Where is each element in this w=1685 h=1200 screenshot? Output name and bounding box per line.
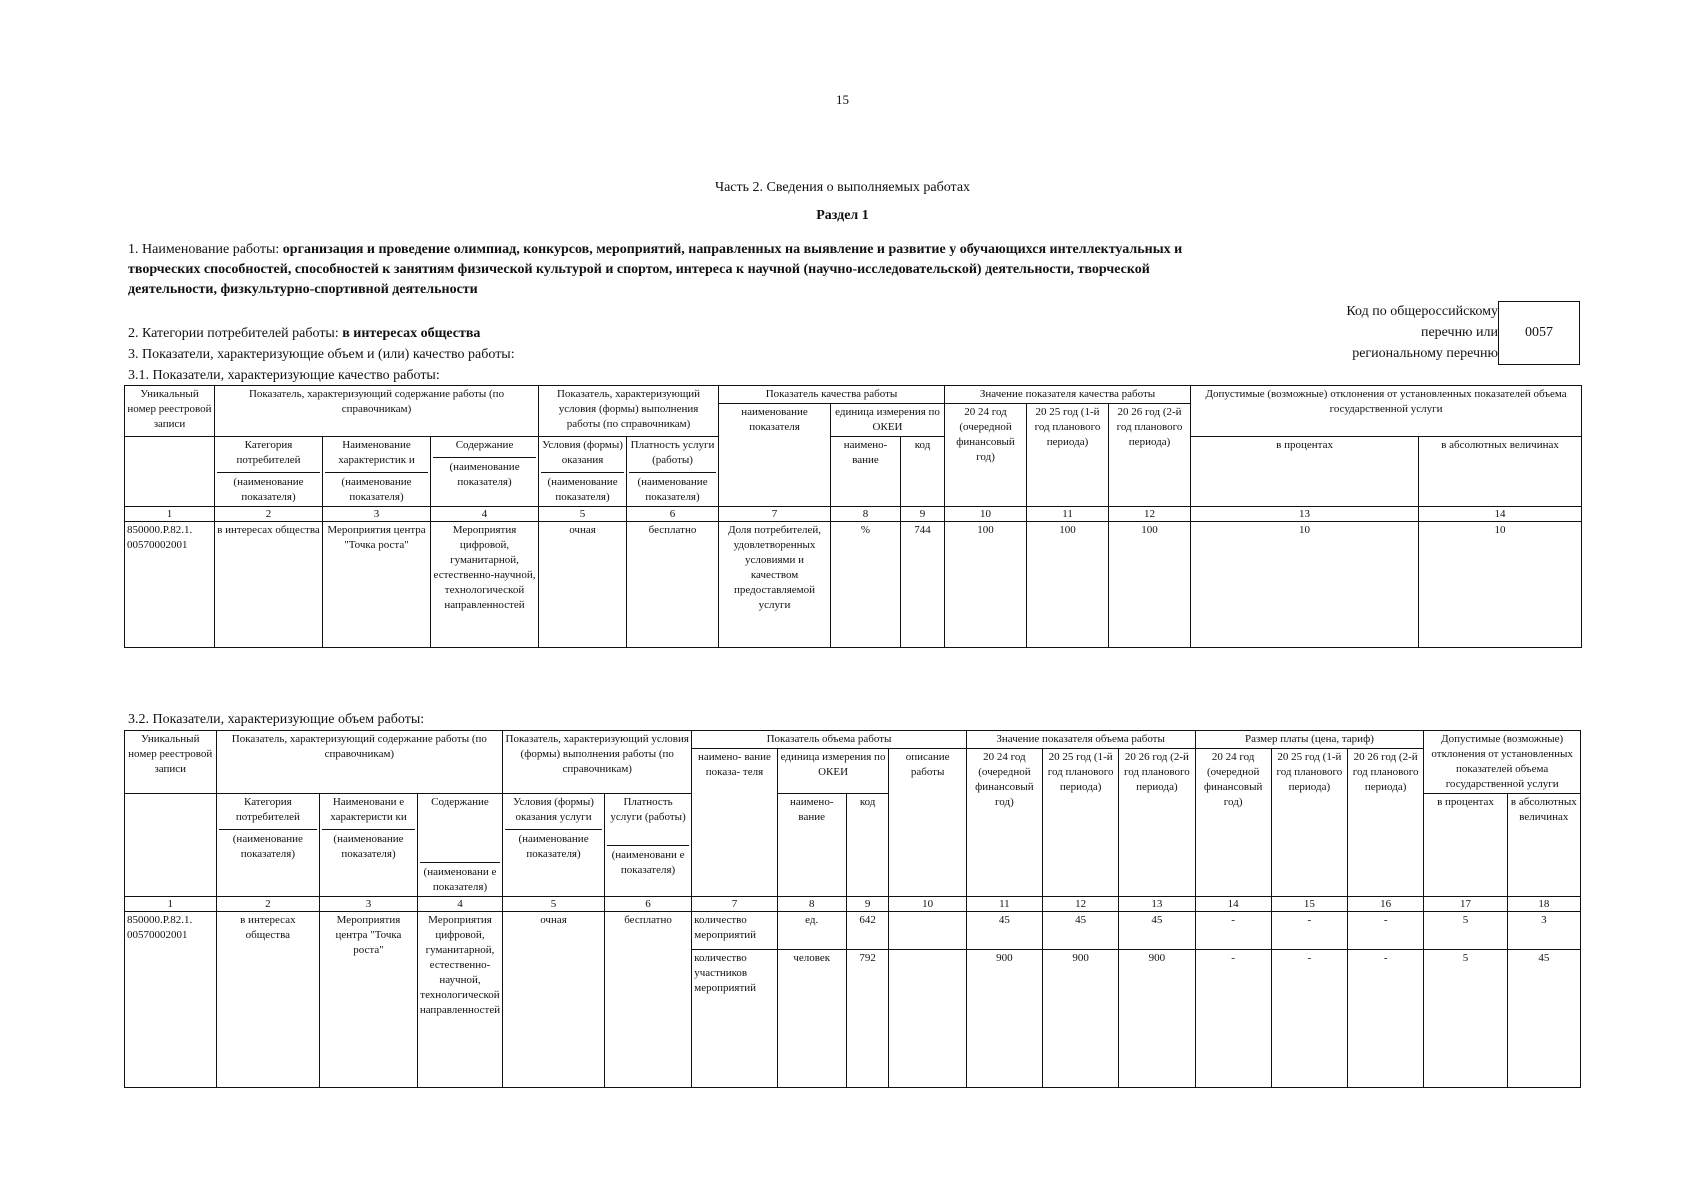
condition-cell: очная bbox=[539, 522, 627, 648]
registry-id: 850000.Р.82.1. 00570002001 bbox=[125, 522, 215, 648]
deviation-absolute: 10 bbox=[1419, 522, 1582, 648]
header-characteristic bbox=[323, 437, 431, 507]
header-category-label: Категория потребителей bbox=[236, 439, 301, 466]
volume-title: 3.2. Показатели, характеризующие объем работы: bbox=[128, 712, 425, 727]
header-naim-label: (наименование показателя) bbox=[505, 829, 602, 862]
year-3-value: 100 bbox=[1109, 522, 1191, 648]
header-content-label: Содержание bbox=[455, 439, 514, 451]
characteristic-cell: Мероприятия центра "Точка роста" bbox=[323, 522, 431, 648]
column-number: 11 bbox=[966, 897, 1042, 912]
consumer-category-label: 2. Категории потребителей работы: bbox=[128, 326, 343, 341]
header-content-col bbox=[431, 437, 539, 507]
column-number: 5 bbox=[539, 507, 627, 522]
fee-year-3: - bbox=[1348, 950, 1424, 1088]
column-number: 11 bbox=[1027, 507, 1109, 522]
volume-table bbox=[124, 730, 1581, 1088]
fee-year-2: - bbox=[1271, 950, 1347, 1088]
header-year-2: 20 25 год (1-й год планового периода) bbox=[1027, 404, 1109, 507]
page-number: 15 bbox=[836, 92, 849, 107]
header-year-2: 20 25 год (1-й год планового периода) bbox=[1043, 749, 1119, 897]
column-number: 1 bbox=[125, 897, 217, 912]
header-year-1: 20 24 год (очередной финансовый год) bbox=[966, 749, 1042, 897]
unit-code-cell: 642 bbox=[846, 912, 889, 950]
quality-title: 3.1. Показатели, характеризующие качество работы: bbox=[128, 368, 440, 383]
year-2-value: 45 bbox=[1043, 912, 1119, 950]
header-description: описание работы bbox=[889, 749, 966, 897]
fee-year-2: - bbox=[1271, 912, 1347, 950]
column-number: 4 bbox=[417, 897, 502, 912]
deviation-absolute: 3 bbox=[1507, 912, 1580, 950]
column-number: 18 bbox=[1507, 897, 1580, 912]
header-unit-code: код bbox=[846, 794, 889, 897]
header-characteristic bbox=[320, 794, 418, 897]
header-content-col bbox=[417, 794, 502, 897]
header-naim-label: (наименовани е показателя) bbox=[607, 845, 689, 878]
registry-id: 850000.Р.82.1. 00570002001 bbox=[125, 912, 217, 1088]
column-number: 1 bbox=[125, 507, 215, 522]
header-conditions: Показатель, характеризующий условия (формы) выполнения работы (по справочникам) bbox=[503, 731, 692, 794]
header-year-1: 20 24 год (очередной финансовый год) bbox=[945, 404, 1027, 507]
header-indicator-name: наименование показателя bbox=[719, 404, 831, 507]
fee-year-1: - bbox=[1195, 950, 1271, 1088]
header-payment bbox=[627, 437, 719, 507]
column-number: 9 bbox=[901, 507, 945, 522]
column-number: 17 bbox=[1424, 897, 1507, 912]
column-number: 13 bbox=[1119, 897, 1195, 912]
part-title: Часть 2. Сведения о выполняемых работах bbox=[714, 180, 971, 195]
work-name-label: 1. Наименование работы: bbox=[128, 242, 283, 257]
year-1-value: 45 bbox=[966, 912, 1042, 950]
work-name-value: организация и проведение олимпиад, конкурсов, мероприятий, направленных на выявление и развитие у обучающихся интеллектуальных и творческих способностей, способностей к занятиям физической культурой и спортом, интереса к научной (научно-исследовательской) деятельности, творческой деятельности, физкультурно-спортивной деятельности bbox=[128, 242, 1183, 297]
header-blank bbox=[125, 794, 217, 897]
header-category bbox=[215, 437, 323, 507]
year-2-value: 900 bbox=[1043, 950, 1119, 1088]
header-year-3: 20 26 год (2-й год планового периода) bbox=[1109, 404, 1191, 507]
column-number: 12 bbox=[1109, 507, 1191, 522]
header-unit-name: наимено- вание bbox=[777, 794, 846, 897]
condition-cell: очная bbox=[503, 912, 605, 1088]
deviation-percent: 5 bbox=[1424, 950, 1507, 1088]
header-condition-label: Условия (формы) оказания услуги bbox=[513, 796, 594, 823]
consumer-category-cell: в интересах общества bbox=[216, 912, 320, 1088]
header-unique-number: Уникальный номер реестровой записи bbox=[125, 731, 217, 794]
header-percent: в процентах bbox=[1191, 437, 1419, 507]
header-content: Показатель, характеризующий содержание работы (по справочникам) bbox=[215, 386, 539, 437]
column-number: 15 bbox=[1271, 897, 1347, 912]
header-deviation: Допустимые (возможные) отклонения от установленных показателей объема государственной услуги bbox=[1424, 731, 1581, 794]
header-blank bbox=[125, 437, 215, 507]
column-number: 5 bbox=[503, 897, 605, 912]
header-okei-unit: единица измерения по ОКЕИ bbox=[831, 404, 945, 437]
column-number: 12 bbox=[1043, 897, 1119, 912]
deviation-percent: 5 bbox=[1424, 912, 1507, 950]
description-cell bbox=[889, 950, 966, 1088]
header-quality-indicator: Показатель качества работы bbox=[719, 386, 945, 404]
header-naim-label: (наименование показателя) bbox=[541, 472, 624, 505]
header-unique-number: Уникальный номер реестровой записи bbox=[125, 386, 215, 437]
registry-code-label bbox=[1298, 301, 1498, 364]
column-number-row bbox=[125, 507, 1582, 522]
column-number: 4 bbox=[431, 507, 539, 522]
content-cell: Мероприятия цифровой, гуманитарной, естественно-научной, технологической направленностей bbox=[417, 912, 502, 1088]
header-condition bbox=[539, 437, 627, 507]
year-2-value: 100 bbox=[1027, 522, 1109, 648]
header-row bbox=[125, 731, 1581, 749]
header-naim-label: (наименование показателя) bbox=[433, 457, 536, 490]
header-conditions: Показатель, характеризующий условия (формы) выполнения работы (по справочникам) bbox=[539, 386, 719, 437]
column-number: 7 bbox=[719, 507, 831, 522]
indicator-name-cell: количество участников мероприятий bbox=[692, 950, 777, 1088]
code-label-line: Код по общероссийскому bbox=[1346, 304, 1498, 319]
column-number-row bbox=[125, 897, 1581, 912]
column-number: 14 bbox=[1419, 507, 1582, 522]
header-characteristic-label: Наименовани е характеристи ки bbox=[330, 796, 407, 823]
header-naim-label: (наименование показателя) bbox=[322, 829, 415, 862]
indicator-name-cell: количество мероприятий bbox=[692, 912, 777, 950]
registry-code-value: 0057 bbox=[1498, 301, 1580, 365]
header-fee-year-3: 20 26 год (2-й год планового периода) bbox=[1348, 749, 1424, 897]
year-3-value: 45 bbox=[1119, 912, 1195, 950]
column-number: 6 bbox=[627, 507, 719, 522]
code-label-line: региональному перечню bbox=[1352, 346, 1498, 361]
consumer-category-cell: в интересах общества bbox=[215, 522, 323, 648]
indicators-line: 3. Показатели, характеризующие объем и (или) качество работы: bbox=[128, 347, 515, 362]
header-condition-label: Условия (формы) оказания bbox=[542, 439, 623, 466]
column-number: 8 bbox=[831, 507, 901, 522]
registry-code-block bbox=[1300, 301, 1580, 367]
quality-table bbox=[124, 385, 1582, 648]
header-fee: Размер платы (цена, тариф) bbox=[1195, 731, 1424, 749]
header-fee-year-1: 20 24 год (очередной финансовый год) bbox=[1195, 749, 1271, 897]
header-deviation: Допустимые (возможные) отклонения от установленных показателей объема государственной услуги bbox=[1191, 386, 1582, 437]
column-number: 8 bbox=[777, 897, 846, 912]
payment-cell: бесплатно bbox=[604, 912, 691, 1088]
header-content-label: Содержание bbox=[431, 796, 489, 808]
header-characteristic-label: Наименование характеристик и bbox=[338, 439, 415, 466]
deviation-percent: 10 bbox=[1191, 522, 1419, 648]
code-label-line: перечню или bbox=[1420, 325, 1498, 340]
header-unit-code: код bbox=[901, 437, 945, 507]
column-number: 10 bbox=[945, 507, 1027, 522]
fee-year-3: - bbox=[1348, 912, 1424, 950]
column-number: 9 bbox=[846, 897, 889, 912]
header-percent: в процентах bbox=[1424, 794, 1507, 897]
header-year-3: 20 26 год (2-й год планового периода) bbox=[1119, 749, 1195, 897]
work-name bbox=[128, 240, 1218, 300]
header-payment bbox=[604, 794, 691, 897]
column-number: 2 bbox=[216, 897, 320, 912]
header-naim-label: (наименование показателя) bbox=[217, 472, 320, 505]
consumer-category-value: в интересах общества bbox=[342, 326, 481, 341]
header-volume-indicator: Показатель объема работы bbox=[692, 731, 967, 749]
column-number: 7 bbox=[692, 897, 777, 912]
unit-code-cell: 792 bbox=[846, 950, 889, 1088]
column-number: 16 bbox=[1348, 897, 1424, 912]
year-1-value: 900 bbox=[966, 950, 1042, 1088]
header-condition bbox=[503, 794, 605, 897]
header-indicator-name: наимено- вание показа- теля bbox=[692, 749, 777, 897]
content-cell: Мероприятия цифровой, гуманитарной, естественно-научной, технологической направленностей bbox=[431, 522, 539, 648]
characteristic-cell: Мероприятия центра "Точка роста" bbox=[320, 912, 418, 1088]
header-absolute: в абсолютных величинах bbox=[1507, 794, 1580, 897]
header-naim-label: (наименование показателя) bbox=[629, 472, 716, 505]
year-3-value: 900 bbox=[1119, 950, 1195, 1088]
table-row bbox=[125, 912, 1581, 950]
description-cell bbox=[889, 912, 966, 950]
header-category bbox=[216, 794, 320, 897]
payment-cell: бесплатно bbox=[627, 522, 719, 648]
indicator-name-cell: Доля потребителей, удовлетворенных условиями и качеством предоставляемой услуги bbox=[719, 522, 831, 648]
header-content: Показатель, характеризующий содержание работы (по справочникам) bbox=[216, 731, 503, 794]
unit-name-cell: ед. bbox=[777, 912, 846, 950]
header-okei-unit: единица измерения по ОКЕИ bbox=[777, 749, 889, 794]
column-number: 10 bbox=[889, 897, 966, 912]
table-row bbox=[125, 522, 1582, 648]
header-absolute: в абсолютных величинах bbox=[1419, 437, 1582, 507]
header-unit-name: наимено- вание bbox=[831, 437, 901, 507]
unit-name-cell: человек bbox=[777, 950, 846, 1088]
header-payment-label: Платность услуги (работы) bbox=[630, 439, 715, 466]
header-quality-value: Значение показателя качества работы bbox=[945, 386, 1191, 404]
column-number: 3 bbox=[323, 507, 431, 522]
header-payment-label: Платность услуги (работы) bbox=[610, 796, 686, 823]
column-number: 6 bbox=[604, 897, 691, 912]
section-title: Раздел 1 bbox=[816, 208, 869, 223]
header-category-label: Категория потребителей bbox=[235, 796, 300, 823]
unit-name-cell: % bbox=[831, 522, 901, 648]
unit-code-cell: 744 bbox=[901, 522, 945, 648]
column-number: 13 bbox=[1191, 507, 1419, 522]
header-naim-label: (наименовани е показателя) bbox=[420, 862, 500, 895]
column-number: 3 bbox=[320, 897, 418, 912]
header-naim-label: (наименование показателя) bbox=[325, 472, 428, 505]
consumer-category bbox=[128, 326, 480, 342]
header-row bbox=[125, 386, 1582, 404]
header-naim-label: (наименование показателя) bbox=[219, 829, 318, 862]
fee-year-1: - bbox=[1195, 912, 1271, 950]
deviation-absolute: 45 bbox=[1507, 950, 1580, 1088]
header-volume-value: Значение показателя объема работы bbox=[966, 731, 1195, 749]
column-number: 2 bbox=[215, 507, 323, 522]
header-fee-year-2: 20 25 год (1-й год планового периода) bbox=[1271, 749, 1347, 897]
column-number: 14 bbox=[1195, 897, 1271, 912]
year-1-value: 100 bbox=[945, 522, 1027, 648]
